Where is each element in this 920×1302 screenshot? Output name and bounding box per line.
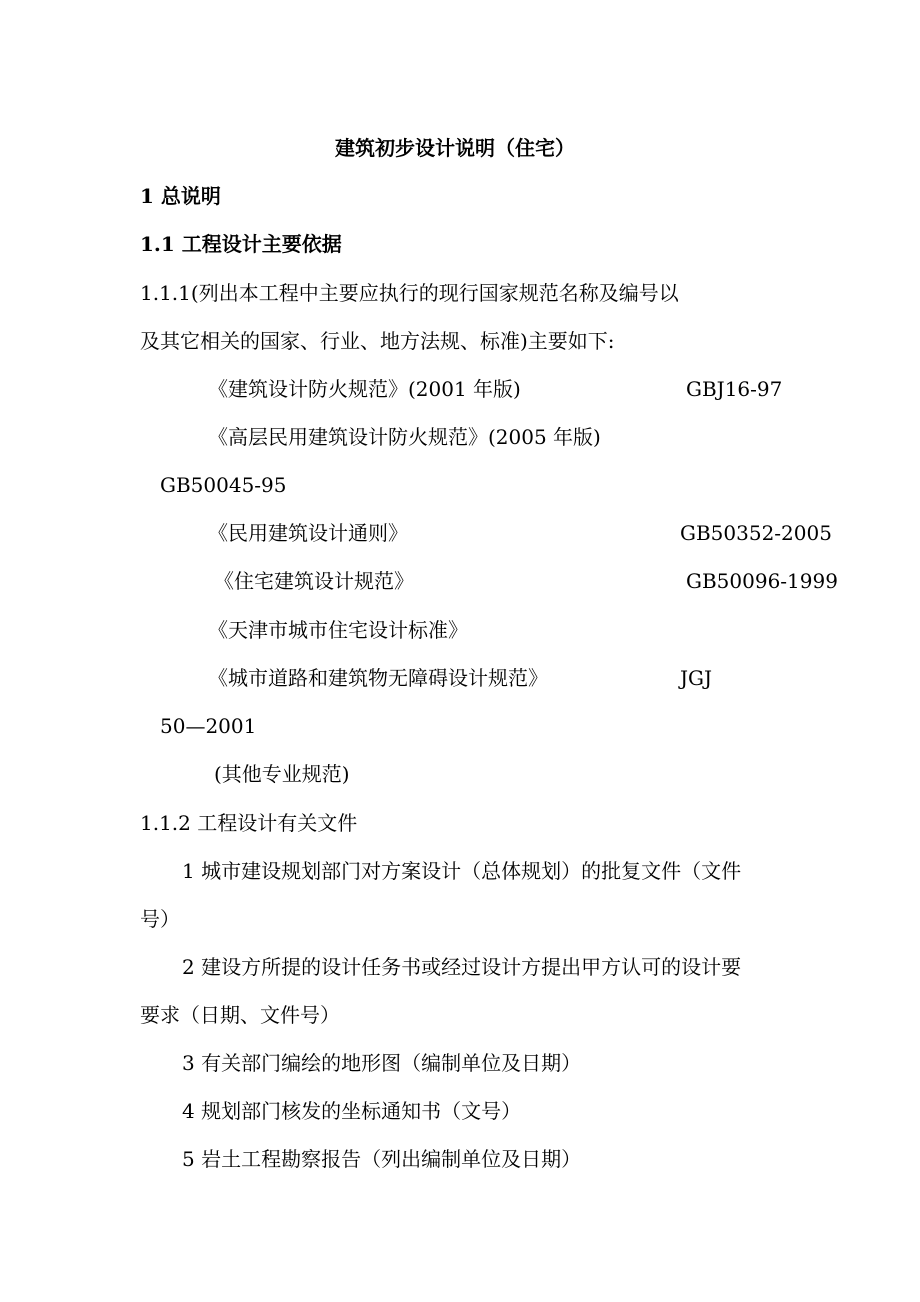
- file-item: 3 有关部门编绘的地形图（编制单位及日期）: [182, 1051, 582, 1075]
- standard-code: JGJ: [680, 666, 713, 690]
- standard-code: GBJ16-97: [686, 377, 783, 401]
- file-item: 5 岩土工程勘察报告（列出编制单位及日期）: [182, 1147, 582, 1171]
- standard-name: 《高层民用建筑设计防火规范》(2005 年版): [208, 425, 601, 449]
- standard-name: 《天津市城市住宅设计标准》: [208, 618, 468, 642]
- standard-name: 《城市道路和建筑物无障碍设计规范》: [208, 666, 548, 690]
- file-item: 4 规划部门核发的坐标通知书（文号）: [182, 1099, 522, 1123]
- file-item: 2 建设方所提的设计任务书或经过设计方提出甲方认可的设计要: [182, 955, 742, 979]
- standard-name: 《建筑设计防火规范》(2001 年版): [208, 377, 521, 401]
- other-standards-note: (其他专业规范): [214, 762, 350, 786]
- file-item-continued: 要求（日期、文件号）: [140, 1003, 340, 1027]
- file-item: 1 城市建设规划部门对方案设计（总体规划）的批复文件（文件: [182, 859, 742, 883]
- standard-code: GB50045-95: [160, 473, 287, 497]
- standard-name: 《住宅建筑设计规范》: [214, 569, 414, 593]
- section-heading-1-1-2: 1.1.2 工程设计有关文件: [140, 811, 358, 835]
- document-title: 建筑初步设计说明（住宅）: [335, 136, 575, 160]
- standard-name: 《民用建筑设计通则》: [208, 521, 408, 545]
- standard-code: GB50352-2005: [680, 521, 832, 545]
- section-heading-1-1: 1.1 工程设计主要依据: [140, 232, 342, 256]
- paragraph-1-1-1-line1: 1.1.1(列出本工程中主要应执行的现行国家规范名称及编号以: [140, 281, 679, 305]
- standard-code-continued: 50—2001: [160, 714, 257, 738]
- standard-code: GB50096-1999: [686, 569, 838, 593]
- file-item-continued: 号）: [140, 907, 180, 931]
- paragraph-1-1-1-line2: 及其它相关的国家、行业、地方法规、标准)主要如下:: [140, 329, 615, 353]
- section-heading-1: 1 总说明: [140, 184, 221, 208]
